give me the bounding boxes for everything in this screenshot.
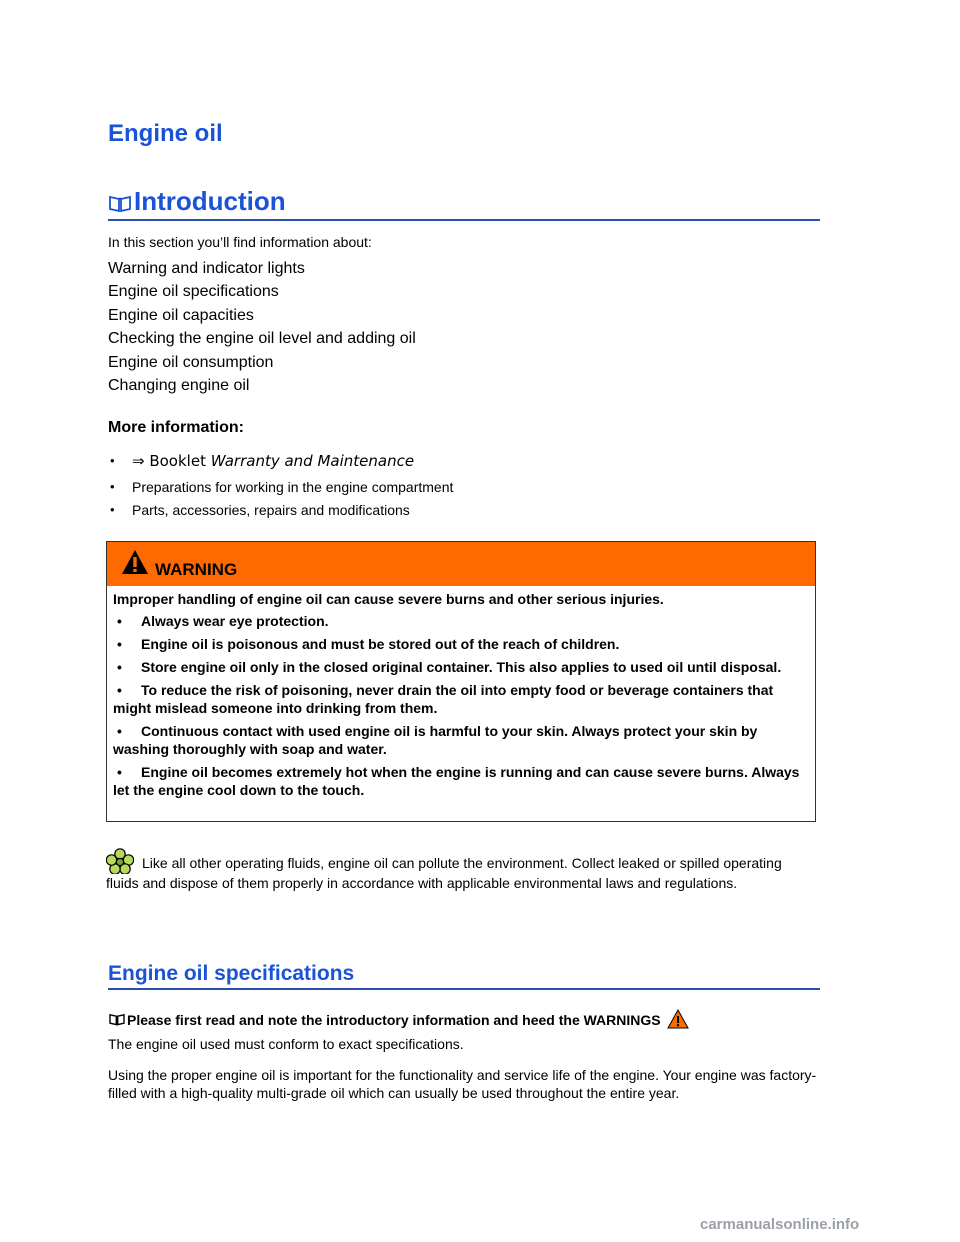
warning-item: • Store engine oil only in the closed original container. This also applies to used oil until disposal. [117,659,782,675]
book-icon [108,1012,126,1026]
spec-paragraph: The engine oil used must conform to exact specifications. [108,1036,464,1052]
more-info-label: More information: [108,419,244,436]
warning-header [107,542,815,586]
booklet-prefix: ⇒ Booklet [132,452,211,470]
warning-item: • Engine oil becomes extremely hot when the engine is running and can cause severe burns. Always let the engine cool down to the touch. [113,764,800,798]
warning-item-text: Engine oil is poisonous and must be stored out of the reach of children. [141,636,620,652]
warning-title: WARNING [155,560,238,579]
flower-icon [106,848,134,874]
topic-item[interactable]: Warning and indicator lights [108,260,305,277]
topic-item[interactable]: Engine oil capacities [108,306,254,324]
warning-box [106,541,816,822]
warning-triangle-icon [667,1009,689,1029]
page-title: Engine oil [108,120,223,147]
warning-item-text: To reduce the risk of poisoning, never drain the oil into empty food or beverage containers that might mislead someone into drinking from them. [113,682,774,716]
watermark: carmanualsonline.info [700,1216,860,1233]
warning-lead: Improper handling of engine oil can cause severe burns and other serious injuries. [113,591,664,607]
topic-item[interactable]: Engine oil consumption [108,353,274,371]
warning-body [107,586,815,799]
booklet-link[interactable] [110,452,453,478]
warning-item-text: Always wear eye protection. [141,613,329,629]
book-icon [108,193,132,213]
topic-item[interactable]: Engine oil specifications [108,283,279,301]
spec-paragraph: Using the proper engine oil is important for the functionality and service life of the engine. Your engine was factory-filled with a high-quality multi-grade oil which can usually be used throughout the entire year. [108,1067,817,1101]
read-notice [108,1009,689,1029]
booklet-title: Warranty and Maintenance [210,452,415,470]
warning-item: • To reduce the risk of poisoning, never drain the oil into empty food or beverage containers that might mislead someone into drinking from them. [113,682,774,716]
introduction-heading-text: Introduction [134,186,286,216]
environment-note-text: Like all other operating fluids, engine oil can pollute the environment. Collect leaked or spilled operating fluids and dispose of them properly in accordance with applicable environmental laws and regulations. [106,855,782,891]
warning-triangle-icon [121,549,149,575]
more-info-item[interactable]: • Preparations for working in the engine compartment [110,478,453,501]
warning-item: • Engine oil is poisonous and must be stored out of the reach of children. [117,636,620,652]
introduction-heading [108,186,820,221]
more-info-item[interactable]: • Parts, accessories, repairs and modifications [110,501,453,524]
topic-list [108,257,416,397]
warning-item-text: Store engine oil only in the closed original container. This also applies to used oil until disposal. [141,659,782,675]
topic-item[interactable]: Checking the engine oil level and adding oil [108,330,416,348]
warning-item-text: Engine oil becomes extremely hot when the engine is running and can cause severe burns. Always let the engine cool down to the touch. [113,764,800,798]
topic-item[interactable]: Changing engine oil [108,376,250,394]
read-notice-text: Please first read and note the introductory information and heed the WARNINGS [127,1012,661,1028]
warning-item-text: Continuous contact with used engine oil is harmful to your skin. Always protect your skin by washing thoroughly with soap and water. [113,723,758,757]
specifications-heading: Engine oil specifications [108,962,820,990]
intro-lead: In this section you’ll find information about: [108,234,372,250]
more-info-list [110,452,453,524]
warning-item: • Continuous contact with used engine oil is harmful to your skin. Always protect your skin by washing thoroughly with soap and water. [113,723,758,757]
environment-note [106,848,818,892]
warning-item: • Always wear eye protection. [117,613,329,629]
